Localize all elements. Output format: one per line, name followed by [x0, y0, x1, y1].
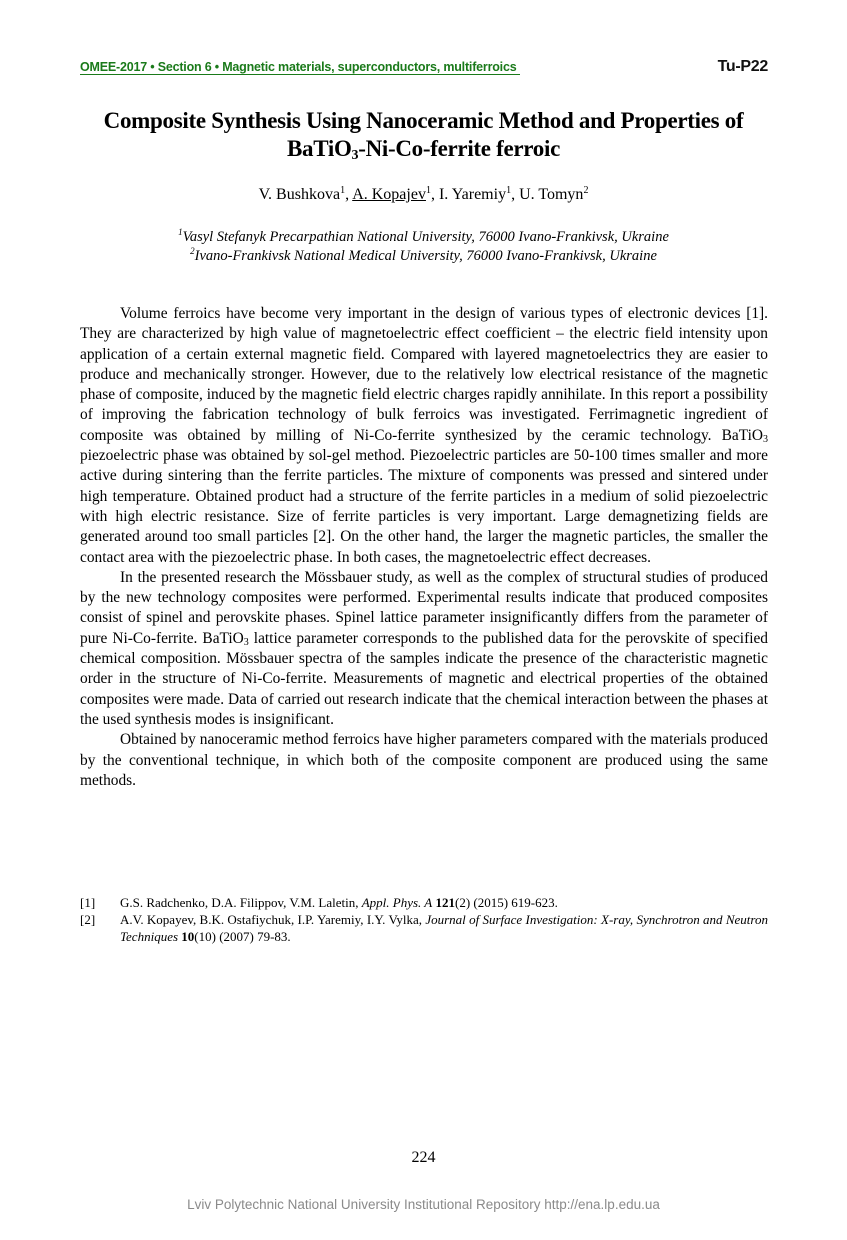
- reference-number: [2]: [80, 912, 96, 927]
- paper-title: [60, 107, 787, 163]
- running-header: [80, 58, 768, 78]
- reference-list: [80, 894, 768, 945]
- title-line-2: [60, 135, 787, 163]
- paper-code: Tu-P22: [717, 58, 768, 75]
- paragraph: Obtained by nanoceramic method ferroics have higher parameters compared with the materials produced by the conventional technique, in which both of the composite component are produced using the same methods.: [80, 731, 768, 789]
- author: V. Bushkova$^1$: [258, 185, 346, 203]
- author: U. Tomyn$^2$: [519, 185, 589, 203]
- author-list: V. Bushkova$^1$, A. Kopajev$^1$, I. Yaremiy$^1$, U. Tomyn$^2$: [258, 185, 589, 203]
- author: I. Yaremiy$^1$: [438, 185, 512, 203]
- title-subscript: 3: [351, 148, 359, 163]
- repository-footer: Lviv Polytechnic National University Institutional Repository http://ena.lp.edu.ua: [187, 1197, 660, 1212]
- page-number: 224: [411, 1149, 436, 1166]
- title-line-1: Composite Synthesis Using Nanoceramic Method and Properties of: [103, 108, 744, 133]
- affiliation: $^1$Vasyl Stefanyk Precarpathian National University, 76000 Ivano-Frankivsk, Ukraine: [178, 227, 669, 245]
- paragraph: In the presented research the Mössbauer study, as well as the complex of structural studies of produced by the new technology composites were performed. Experimental results indicate that produced composites consist of spinel and perovskite phases. Spinel lattice parameter insignificantly differs from the parameter of pure Ni-Co-ferrite. BaTiO$_3$ lattice parameter corresponds to the published data for the perovskite of specified chemical composition. Mössbauer spectra of the samples indicate the presence of the characteristic magnetic order in the structure of Ni-Co-ferrite. Measurements of magnetic and electrical properties of the obtained composites were made. Data of carried out research indicate that the chemical interaction between the phases at the used synthesis modes is insignificant.: [80, 568, 768, 728]
- affiliations: [60, 228, 787, 266]
- reference-text: A.V. Kopayev, B.K. Ostafiychuk, I.P. Yaremiy, I.Y. Vylka, Journal of Surface Investigation: X-ray, Synchrotron and Neutron Techniques 10(10) (2007) 79-83.: [120, 912, 768, 944]
- paragraph: Volume ferroics have become very important in the design of various types of electronic devices [1]. They are characterized by high value of magnetoelectric effect coefficient – the electric field intensity upon application of a certain external magnetic field. Compared with layered magnetoelectrics they are easier to produce and mechanically stronger. However, due to the relatively low electrical resistance of the magnetic phase of composite, induced by the magnetic field electric charges rapidly annihilate. In this report a possibility of improving the fabrication technology of bulk ferroics was investigated. Ferrimagnetic ingredient of composite was obtained by milling of Ni-Co-ferrite synthesized by the ceramic technology. BaTiO$_3$ piezoelectric phase was obtained by sol-gel method. Piezoelectric particles are 50-100 times smaller and more active during sintering than the ferrite particles. The mixture of components was pressed and sintered under high temperature. Obtained product had a structure of the ferrite particles in a medium of solid piezoelectric with high electric resistance. Size of ferrite particles is very important. Large demagnetizing fields are generated around too small particles [2]. On the other hand, the larger the magnetic particles, the smaller the contact area with the piezoelectric phase. In both cases, the magnetoelectric effect decreases.: [80, 305, 768, 566]
- affiliation: $^2$Ivano-Frankivsk National Medical University, 76000 Ivano-Frankivsk, Ukraine: [190, 246, 657, 264]
- author-presenter: A. Kopajev$^1$: [352, 185, 431, 203]
- reference-item: [80, 911, 768, 945]
- abstract-body: [80, 304, 768, 791]
- conference-section-label: OMEE-2017 • Section 6 • Magnetic materials, superconductors, multiferroics: [80, 60, 520, 75]
- title-rest: -Ni-Co-ferrite ferroic: [358, 136, 560, 161]
- title-formula: BaTiO: [287, 136, 352, 161]
- reference-item: [80, 894, 768, 911]
- reference-text: G.S. Radchenko, D.A. Filippov, V.M. Laletin, Appl. Phys. A 121(2) (2015) 619-623.: [120, 895, 558, 910]
- reference-number: [1]: [80, 895, 96, 910]
